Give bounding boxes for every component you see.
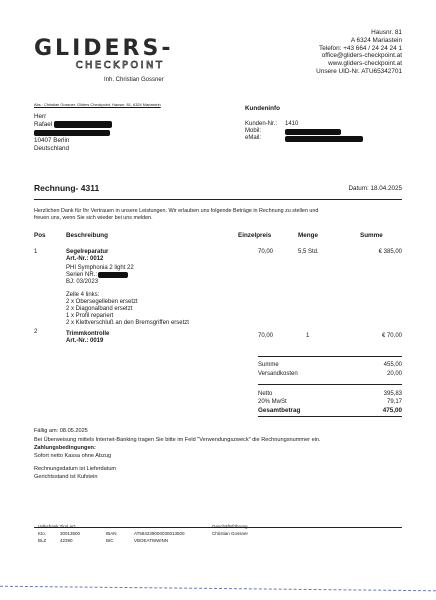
redaction-email [285,136,363,142]
redaction-name [54,121,112,128]
company-contact-block [316,29,402,76]
recipient-city: 10407 Berlin [34,137,70,144]
footer-kto-label: Kto. [38,531,47,536]
recipient-address [34,113,52,129]
col-header-pos: Pos [34,232,46,239]
company-logo-bottom: CHECKPOINT [75,60,165,71]
item-1-work-3: 1 x Profil repariert [66,313,114,319]
gesamt-label: Gesamtbetrag [258,407,301,414]
title-divider [34,199,402,200]
redaction-street [34,130,110,136]
item-1-price: 70,00 [258,249,274,255]
item-2-sum: € 70,00 [381,333,402,339]
court-note: Gerichtsstand ist Kufstein [34,474,98,480]
item-1-pos: 1 [34,249,38,255]
item-1-work-4: 2 x Klettverschluß an den Bremsgriffen ersetzt [66,320,189,326]
versand-label: Versandkosten [258,371,298,377]
item-1-article: Art.-Nr.: 0012 [66,256,104,262]
terms-text: Sofort netto Kassa ohne Abzug [34,453,112,459]
summe-label: Summe [258,362,279,368]
versand-value: 20,00 [386,371,402,377]
customer-number-label: Kunden-Nr.: [245,121,278,127]
col-header-price: Einzelpreis [238,232,272,239]
footer-bank: Volksbank Tirol AG [38,524,76,529]
company-phone: Telefon: +43 664 / 24 24 24 1 [319,44,402,52]
footer-kto: 30013500 [60,531,81,536]
footer-blz-label: BLZ [38,538,47,543]
customer-number: 1410 [285,121,299,127]
totals-divider-top [258,356,402,357]
footer-blz: 42390 [60,538,73,543]
item-1-bj: BJ: 03/2023 [66,279,99,285]
footer-iban: AT584239000030013500 [134,531,185,536]
due-date: Fällig am: 08.05.2025 [34,428,88,434]
sender-line: Abs.: Christian Gossner, Gliders Checkpoint, Hausnr. 81, 6324 Mariastein [34,102,161,107]
item-1-detail: PHI Symphonia 2 light 22 [66,265,134,271]
transfer-note: Bei Überweisung mittels Internet-Banking tragen Sie bitte im Feld "Verwendungszweck" die Rechnungsnummer ein. [34,437,321,443]
item-1-qty: 5,5 Std. [298,249,319,255]
col-header-qty: Menge [298,232,318,239]
company-web[interactable]: www.gliders-checkpoint.at [328,60,402,68]
redaction-mobile [285,129,341,135]
company-owner: Inh. Christian Gossner [104,77,164,83]
totals-divider-mid [258,384,402,385]
redaction-serial [98,272,128,278]
item-1-cells-label: Zelle 4 links: [66,292,100,298]
recipient-city-block [34,137,69,153]
recipient-salutation: Herr [34,113,47,120]
footer-bic-label: BIC [106,538,114,543]
intro-text [34,208,318,223]
footer-iban-label: IBAN [106,531,117,536]
item-1-sum: € 385,00 [378,249,402,255]
terms-label: Zahlungsbedingungen: [34,445,96,451]
netto-value: 395,83 [383,391,402,397]
mwst-value: 79,17 [386,399,402,405]
item-2-title: Trimmkontrolle [66,331,110,337]
item-2-article: Art.-Nr.: 0019 [66,338,104,344]
company-uid: Unsere UID-Nr. ATU65342701 [316,67,402,75]
invoice-date: Datum: 18.04.2025 [348,185,402,192]
recipient-country: Deutschland [34,145,70,152]
company-email[interactable]: office@gliders-checkpoint.at [321,52,402,60]
gesamt-value: 475,00 [382,407,402,414]
footer-bic: VBOEATWWINN [134,538,169,543]
totals-divider-bottom [258,416,402,417]
company-street: Hausnr. 81 [371,29,402,36]
delivery-note: Rechnungsdatum ist Lieferdatum [34,466,117,472]
item-1-work-2: 2 x Diagonalband ersetzt [66,306,133,312]
col-header-sum: Summe [360,232,383,239]
item-2-qty: 1 [306,333,310,339]
mwst-label: 20% MwSt [258,399,287,405]
item-1-work-1: 2 x Obersegelleben ersetzt [66,299,138,305]
customer-email-label: eMail: [245,135,262,141]
item-1-title: Segelreparatur [66,249,109,255]
intro-line-1: Herzlichen Dank für Ihr Vertrauen in unsere Leistungen. Wir erlauben uns folgende Beträge in Rechnung zu stellen und [34,208,319,214]
company-logo-top: GLIDERS- [34,36,174,61]
invoice-title: Rechnung- 4311 [34,183,100,193]
intro-line-2: freuen uns, wenn Sie sich wieder bei uns melden. [34,215,153,222]
netto-label: Netto [258,391,273,397]
scan-edge [0,586,436,592]
item-2-pos: 2 [34,329,38,335]
item-2-price: 70,00 [258,333,274,339]
company-city: A 6324 Mariastein [350,36,402,44]
item-1-serial-label: Serien NR.: [66,272,98,278]
summe-value: 455,00 [383,362,402,368]
footer-management-label: Geschäftsführung [212,524,248,529]
customer-info-title: Kundeninfo [245,105,280,112]
customer-mobile-label: Mobil: [245,128,262,134]
col-header-desc: Beschreibung [66,232,108,239]
footer-management: Christian Gossner [212,531,249,536]
recipient-name: Rafael [34,121,53,128]
